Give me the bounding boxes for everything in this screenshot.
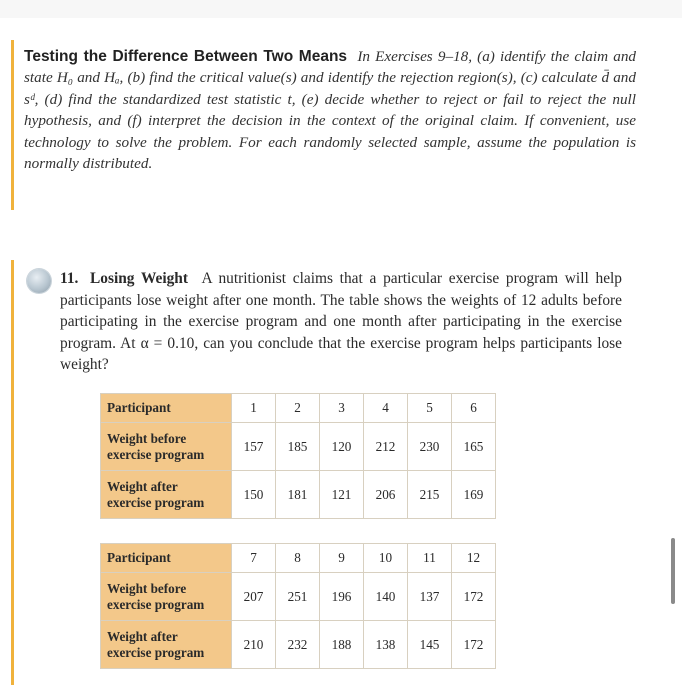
table-cell: 140 bbox=[364, 573, 408, 621]
table-cell: 210 bbox=[232, 621, 276, 669]
exercise-text: A nutritionist claims that a particular exercise program will help participants lose weight after one month. The table shows the weights of 12 adults before participating in the exercise program and one month after participating in the exercise program. At α = 0.10, can you conclude that the exercise program helps participants lose weight? bbox=[60, 270, 622, 374]
table-cell: 172 bbox=[452, 621, 496, 669]
intro-accent-bar bbox=[11, 40, 14, 210]
table-cell: 181 bbox=[276, 471, 320, 519]
table-cell: 232 bbox=[276, 621, 320, 669]
table-cell: 10 bbox=[364, 544, 408, 573]
table-cell: 6 bbox=[452, 394, 496, 423]
weights-table-2 bbox=[100, 543, 496, 669]
table-cell: 172 bbox=[452, 573, 496, 621]
exercise-number: 11. bbox=[60, 270, 79, 287]
instructions-text: In Exercises 9–18, (a) identify the claim and state H₀ and Hₐ, (b) find the critical value(s) and identify the rejection region(s), (c) calculate d̄ and sᵈ, (d) find the standardized test statistic t, (e) decide whether to reject or fail to reject the null hypothesis, and (f) interpret the decision in the context of the original claim. If convenient, use technology to solve the problem. For each randomly selected sample, assume the population is normally distributed. bbox=[24, 48, 637, 173]
table-cell: 207 bbox=[232, 573, 276, 621]
row-label: Participant bbox=[101, 544, 232, 573]
table-cell: 206 bbox=[364, 471, 408, 519]
table-cell: 9 bbox=[320, 544, 364, 573]
table-cell: 188 bbox=[320, 621, 364, 669]
table-cell: 145 bbox=[408, 621, 452, 669]
table-cell: 121 bbox=[320, 471, 364, 519]
table-cell: 196 bbox=[320, 573, 364, 621]
table-cell: 215 bbox=[408, 471, 452, 519]
table-row bbox=[101, 544, 496, 573]
table-row bbox=[101, 423, 496, 471]
table-cell: 185 bbox=[276, 423, 320, 471]
table-cell: 5 bbox=[408, 394, 452, 423]
table-cell: 8 bbox=[276, 544, 320, 573]
table-row bbox=[101, 471, 496, 519]
table-cell: 1 bbox=[232, 394, 276, 423]
table-cell: 11 bbox=[408, 544, 452, 573]
scrollbar-thumb[interactable] bbox=[671, 538, 675, 604]
table-cell: 12 bbox=[452, 544, 496, 573]
table-row bbox=[101, 394, 496, 423]
table-row bbox=[101, 573, 496, 621]
row-label: Weight before exercise program bbox=[101, 423, 232, 471]
table-cell: 212 bbox=[364, 423, 408, 471]
table-cell: 138 bbox=[364, 621, 408, 669]
exercise-accent-bar bbox=[11, 260, 14, 685]
instructions-paragraph bbox=[24, 46, 636, 174]
table-cell: 120 bbox=[320, 423, 364, 471]
table-cell: 230 bbox=[408, 423, 452, 471]
exercise-statement bbox=[60, 268, 622, 376]
exercise-title: Losing Weight bbox=[90, 270, 188, 287]
table-cell: 2 bbox=[276, 394, 320, 423]
row-label: Weight before exercise program bbox=[101, 573, 232, 621]
table-cell: 169 bbox=[452, 471, 496, 519]
table-cell: 7 bbox=[232, 544, 276, 573]
section-heading: Testing the Difference Between Two Means bbox=[24, 48, 348, 65]
exercise-marker-icon bbox=[27, 269, 51, 293]
row-label: Weight after exercise program bbox=[101, 471, 232, 519]
table-cell: 165 bbox=[452, 423, 496, 471]
table-cell: 3 bbox=[320, 394, 364, 423]
table-cell: 4 bbox=[364, 394, 408, 423]
table-cell: 150 bbox=[232, 471, 276, 519]
table-cell: 251 bbox=[276, 573, 320, 621]
row-label: Weight after exercise program bbox=[101, 621, 232, 669]
row-label: Participant bbox=[101, 394, 232, 423]
table-cell: 137 bbox=[408, 573, 452, 621]
top-bar bbox=[0, 0, 682, 18]
table-row bbox=[101, 621, 496, 669]
table-cell: 157 bbox=[232, 423, 276, 471]
weights-table-1 bbox=[100, 393, 496, 519]
